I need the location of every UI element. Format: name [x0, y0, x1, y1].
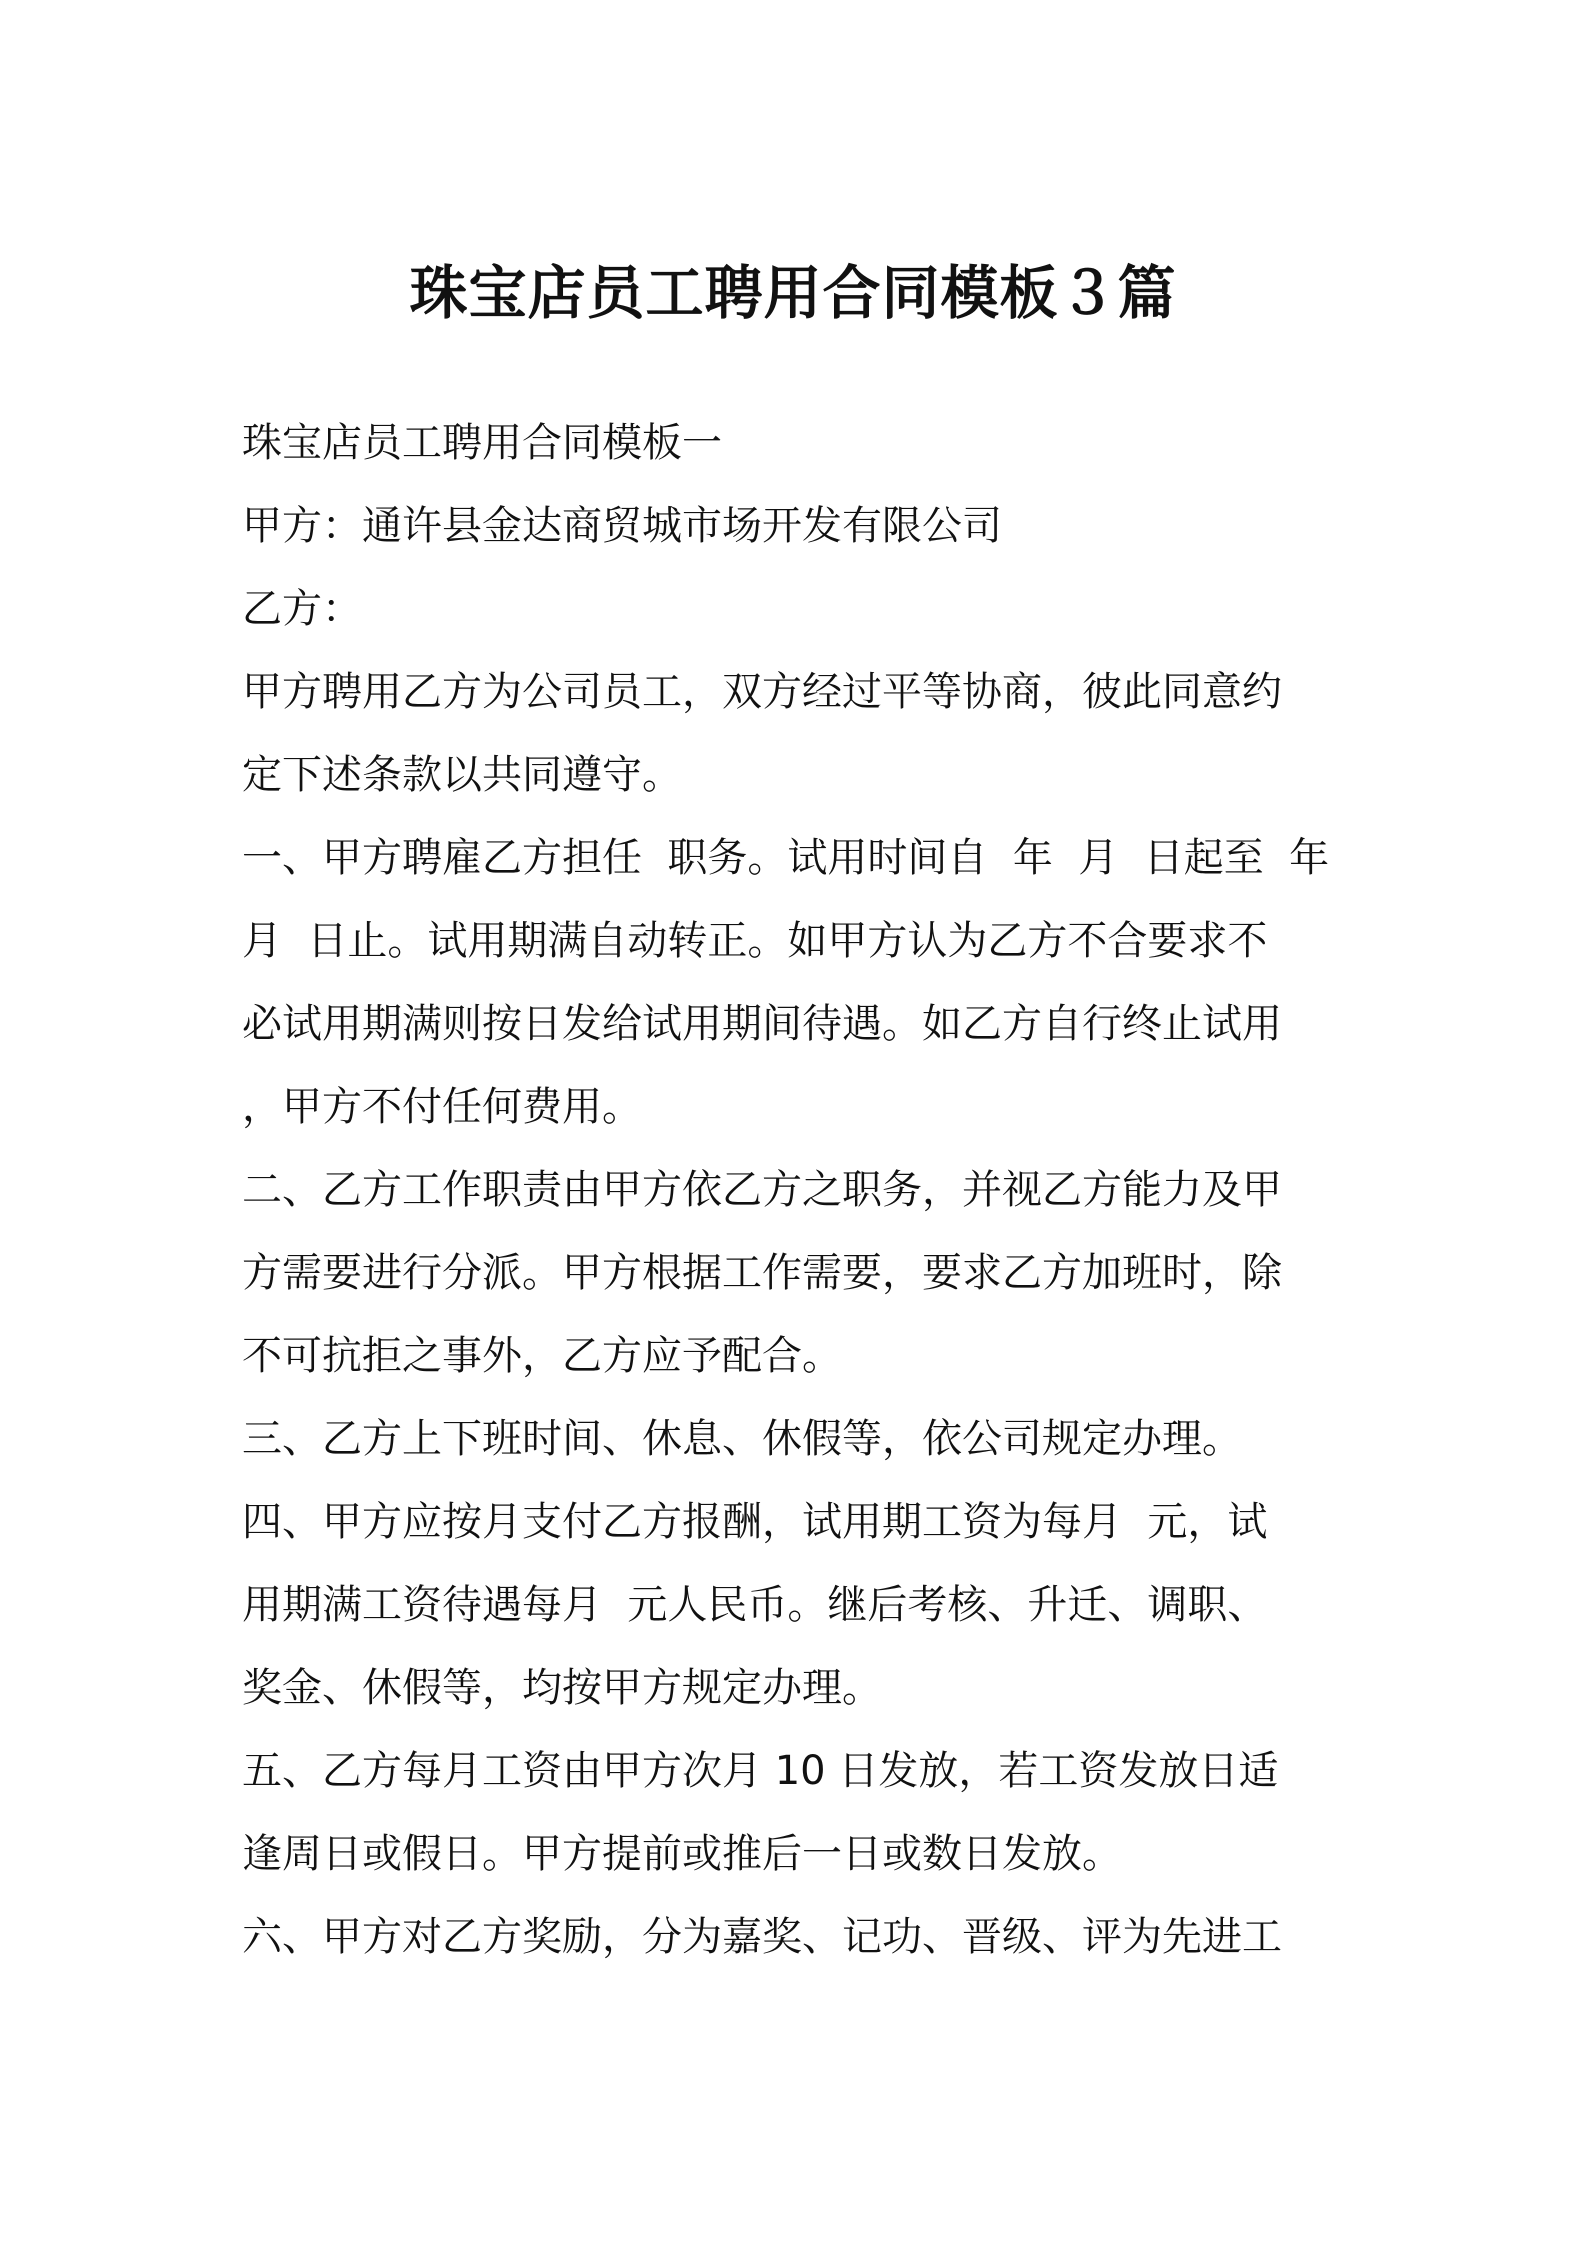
clause-2-line: 二、乙方工作职责由甲方依乙方之职务，并视乙方能力及甲 — [242, 1167, 1282, 1213]
clause-2-line: 不可抗拒之事外，乙方应予配合。 — [242, 1333, 842, 1379]
clause-5-line: 逢周日或假日。甲方提前或推后一日或数日发放。 — [242, 1831, 1122, 1877]
clause-6-line: 六、甲方对乙方奖励，分为嘉奖、记功、晋级、评为先进工 — [242, 1914, 1282, 1960]
clause-1-line: 必试用期满则按日发给试用期间待遇。如乙方自行终止试用 — [242, 1001, 1282, 1047]
document-title: 珠宝店员工聘用合同模板３篇 — [409, 259, 1177, 327]
clause-5-line: 五、乙方每月工资由甲方次月 10 日发放，若工资发放日适 — [242, 1748, 1279, 1794]
clause-4-line: 用期满工资待遇每月 元人民币。继后考核、升迁、调职、 — [242, 1582, 1268, 1628]
document-body — [242, 402, 1352, 1979]
body-line: 甲方聘用乙方为公司员工，双方经过平等协商，彼此同意约 — [242, 669, 1282, 715]
clause-1-line: 一、甲方聘雇乙方担任 职务。试用时间自 年 月 日起至 年 — [242, 835, 1330, 881]
body-line: 定下述条款以共同遵守。 — [242, 752, 682, 798]
party-a-line: 甲方：通许县金达商贸城市场开发有限公司 — [242, 503, 1002, 549]
party-b-line: 乙方： — [242, 586, 362, 632]
clause-1-line: 月 日止。试用期满自动转正。如甲方认为乙方不合要求不 — [242, 918, 1268, 964]
clause-4-line: 四、甲方应按月支付乙方报酬，试用期工资为每月 元，试 — [242, 1499, 1268, 1545]
clause-1-line: ，甲方不付任何费用。 — [242, 1084, 642, 1130]
section-heading: 珠宝店员工聘用合同模板一 — [242, 420, 722, 466]
clause-3-line: 三、乙方上下班时间、休息、休假等，依公司规定办理。 — [242, 1416, 1242, 1462]
clause-2-line: 方需要进行分派。甲方根据工作需要，要求乙方加班时，除 — [242, 1250, 1282, 1296]
clause-4-line: 奖金、休假等，均按甲方规定办理。 — [242, 1665, 882, 1711]
